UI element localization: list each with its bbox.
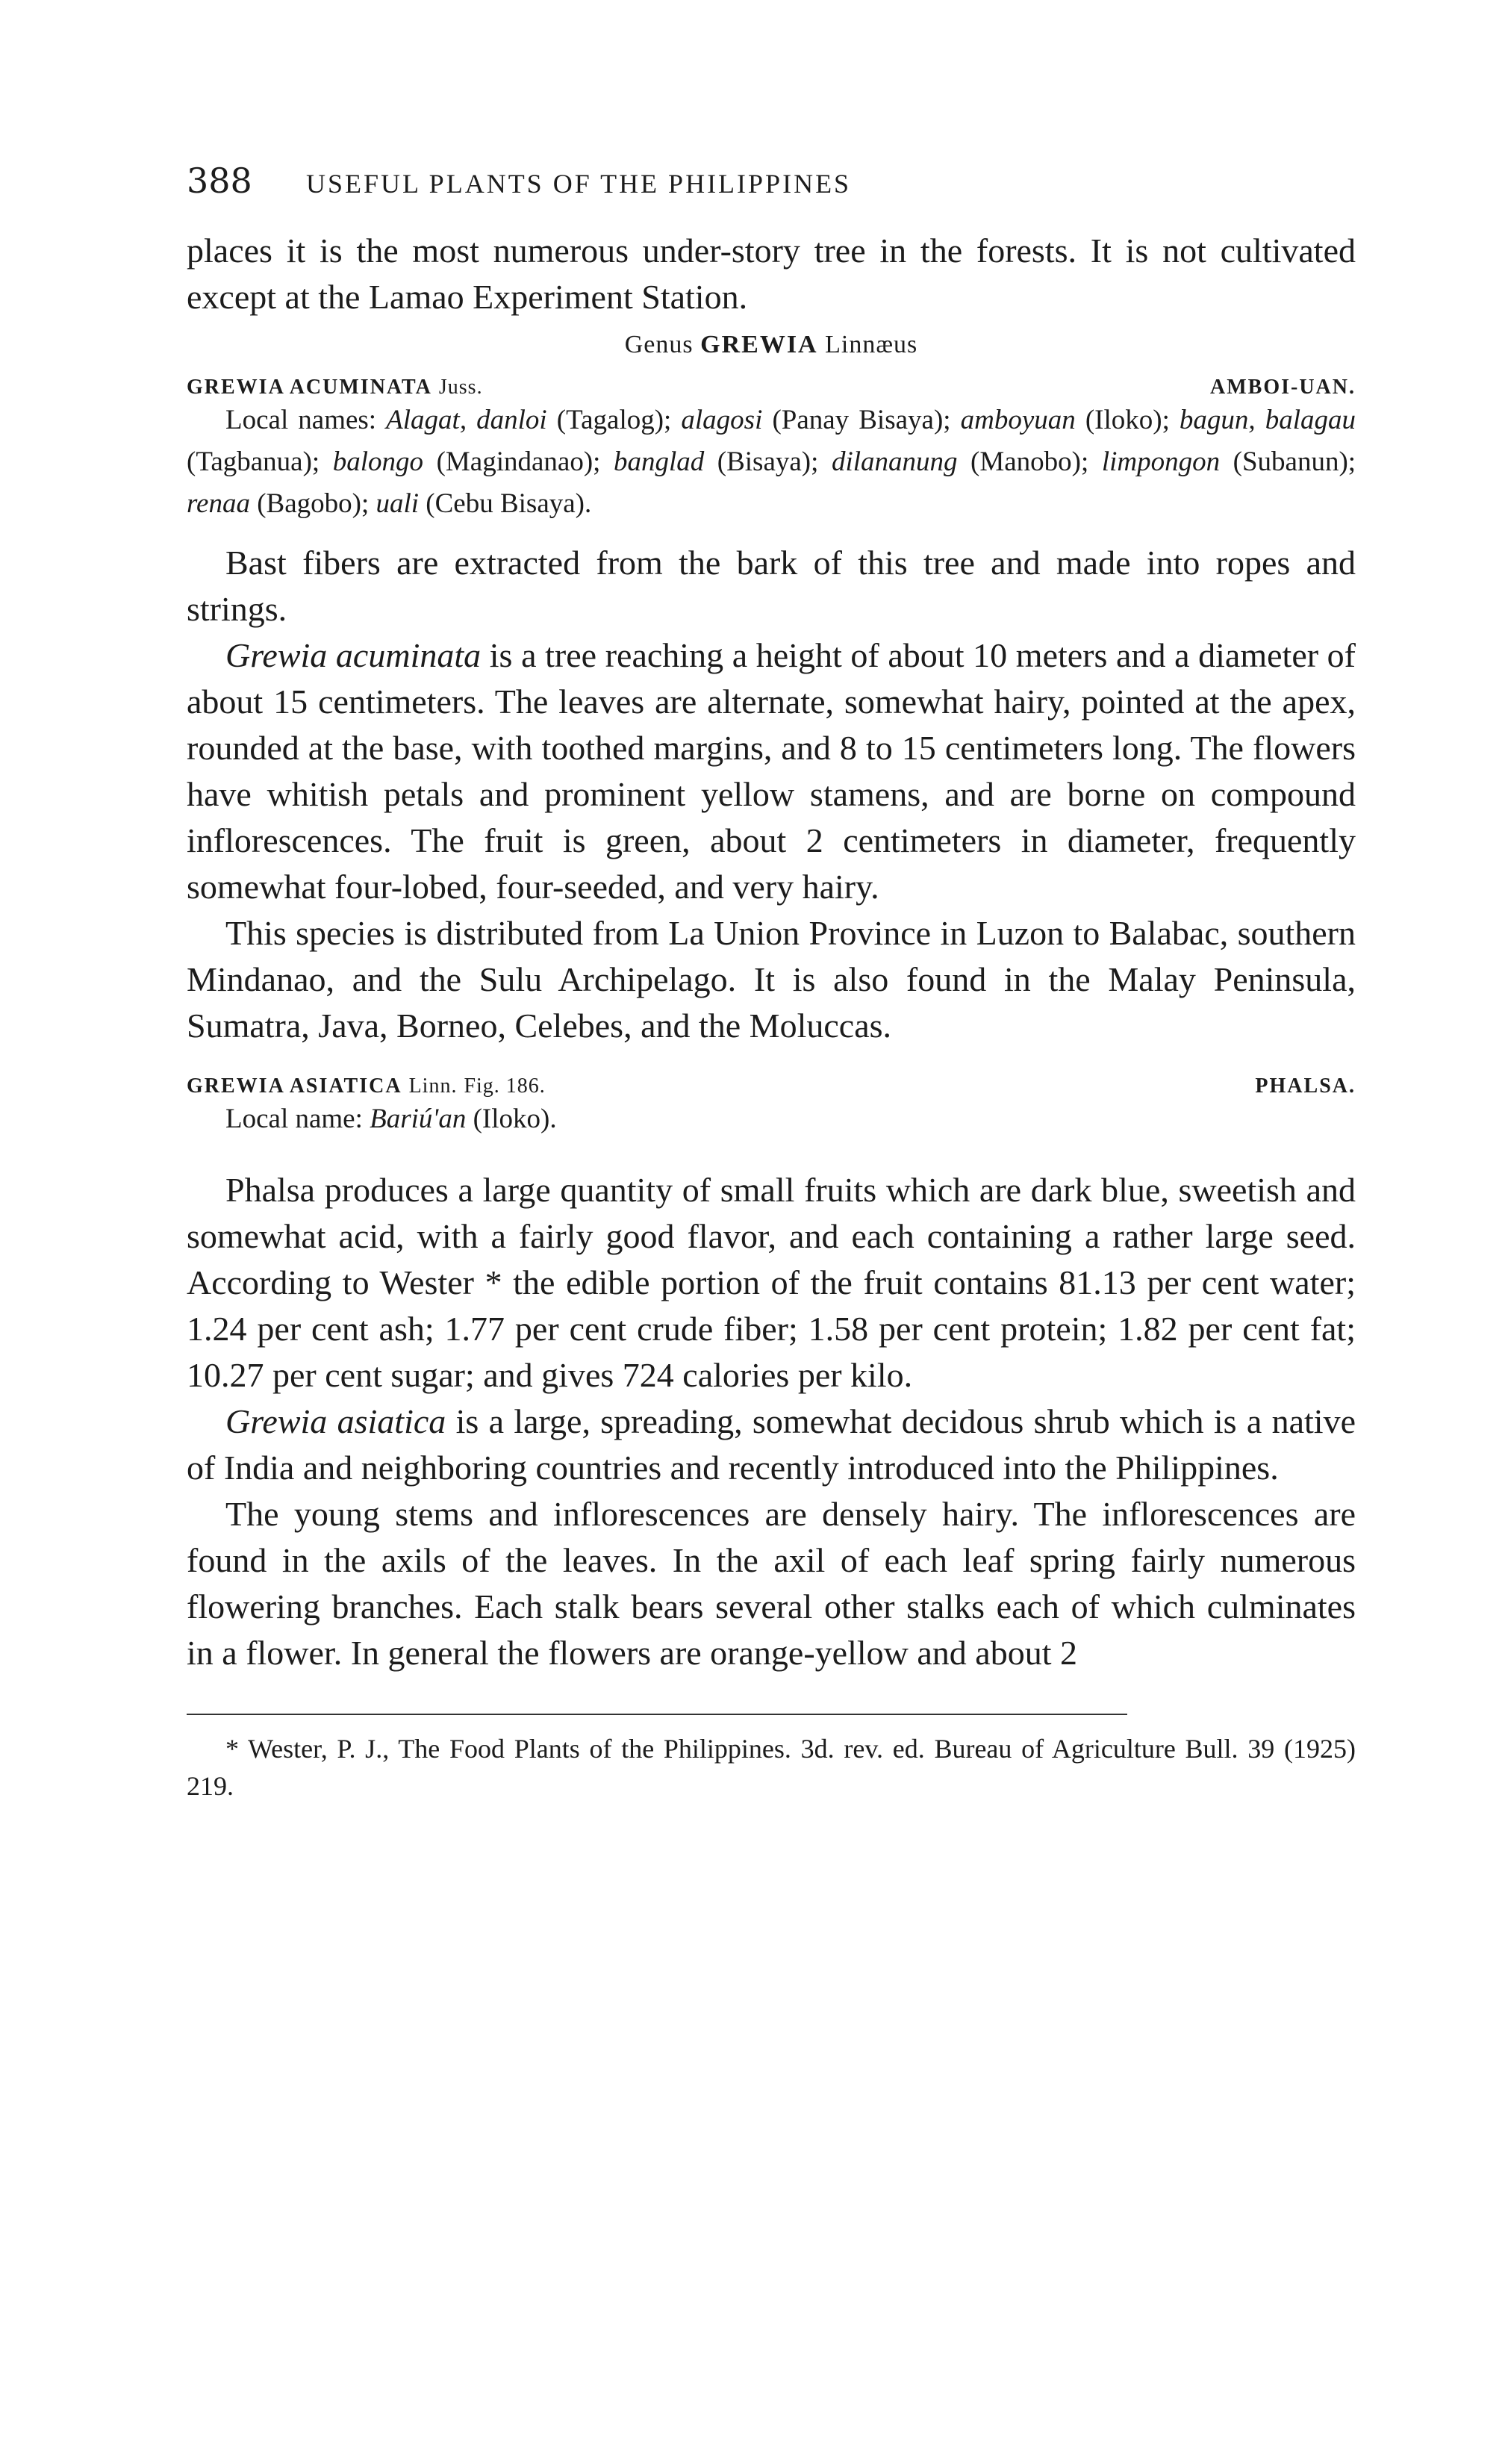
local-language: (Subanun); — [1233, 447, 1356, 477]
footnote — [187, 1730, 1356, 1805]
footnote-rule — [187, 1714, 1127, 1715]
genus-heading — [187, 331, 1356, 359]
local-names-label: Local names: — [225, 405, 377, 435]
local-names — [187, 399, 1356, 525]
intro-paragraph: places it is the most numerous under-story tree in the forests. It is not cultivated except at the Lamao Experiment Station. — [187, 231, 1356, 316]
paragraph-text: is a large, spreading, somewhat decidous shrub which is a native of India and neighboring countries and recently introduced into the Philippines. — [187, 1402, 1356, 1487]
common-name: AMBOI-UAN. — [1210, 376, 1356, 399]
local-language: (Iloko); — [1085, 405, 1170, 435]
local-name: bagun, balagau — [1179, 405, 1356, 435]
running-head — [187, 161, 1356, 228]
footnote-text: * Wester, P. J., The Food Plants of the Philippines. 3d. rev. ed. Bureau of Agriculture Bull. 39 (1925) 219. — [187, 1734, 1356, 1801]
local-language: (Cebu Bisaya). — [426, 488, 592, 519]
paragraph — [187, 632, 1356, 910]
figure-reference: Fig. 186. — [464, 1074, 546, 1098]
species-author: Juss. — [438, 376, 483, 399]
paragraph: The young stems and inflorescences are densely hairy. The inflorescences are found in the axils of the leaves. In the axil of each leaf spring fairly numerous flowering branches. Each stalk bears several other stalks each of which culminates in a flower. In general the flowers are orange-yellow and about 2 — [187, 1495, 1356, 1672]
local-language: (Bisaya); — [717, 447, 819, 477]
local-language: (Tagalog); — [556, 405, 672, 435]
local-name: dilananung — [831, 447, 958, 477]
local-name: balongo — [332, 447, 424, 477]
local-names — [187, 1098, 1356, 1140]
local-name: limpongon — [1101, 447, 1221, 477]
local-language: (Iloko). — [473, 1104, 557, 1134]
local-name: amboyuan — [960, 405, 1076, 435]
local-name: banglad — [613, 447, 705, 477]
species-name: GREWIA ASIATICA — [187, 1074, 402, 1098]
local-name: Bariú'an — [370, 1104, 467, 1134]
species-author: Linn. — [408, 1074, 458, 1098]
local-name: uali — [376, 488, 420, 519]
species-heading-acuminata — [187, 376, 1356, 399]
genus-author: Linnæus — [825, 331, 918, 358]
species-italic: Grewia asiatica — [225, 1402, 446, 1440]
common-name: PHALSA. — [1255, 1074, 1356, 1098]
local-language: (Magindanao); — [436, 447, 601, 477]
local-name: renaa — [187, 488, 250, 519]
page-number: 388 — [187, 161, 252, 201]
species-name: GREWIA ACUMINATA — [187, 376, 432, 399]
paragraph: This species is distributed from La Union Province in Luzon to Balabac, southern Mindanao, and the Sulu Archipelago. It is also found in the Malay Peninsula, Sumatra, Java, Borneo, Celebes, and the Moluccas. — [187, 914, 1356, 1045]
genus-name: GREWIA — [700, 331, 818, 358]
species-italic: Grewia acuminata — [225, 636, 482, 674]
local-language: (Manobo); — [970, 447, 1089, 477]
genus-prefix: Genus — [624, 331, 694, 358]
local-language: (Panay Bisaya); — [772, 405, 951, 435]
species-heading-asiatica — [187, 1074, 1356, 1098]
local-name: alagosi — [681, 405, 763, 435]
local-name: Alagat, danloi — [386, 405, 547, 435]
running-title: USEFUL PLANTS OF THE PHILIPPINES — [306, 169, 852, 199]
paragraph: Bast fibers are extracted from the bark of this tree and made into ropes and strings. — [187, 544, 1356, 628]
local-language: (Bagobo); — [257, 488, 370, 519]
paragraph — [187, 1399, 1356, 1491]
paragraph-text: is a tree reaching a height of about 10 meters and a diameter of about 15 centimeters. The leaves are alternate, somewhat hairy, pointed at the apex, rounded at the base, with toothed margins, and 8 to 15 centimeters long. The flowers have whitish petals and prominent yellow stamens, and are borne on compound inflorescences. The fruit is green, about 2 centimeters in diameter, frequently somewhat four-lobed, four-seeded, and very hairy. — [187, 636, 1356, 906]
local-language: (Tagbanua); — [187, 447, 320, 477]
paragraph: Phalsa produces a large quantity of small fruits which are dark blue, sweetish and somewhat acid, with a fairly good flavor, and each containing a rather large seed. According to Wester * the edible portion of the fruit contains 81.13 per cent water; 1.24 per cent ash; 1.77 per cent crude fiber; 1.58 per cent protein; 1.82 per cent fat; 10.27 per cent sugar; and gives 724 calories per kilo. — [187, 1171, 1356, 1394]
local-names-label: Local name: — [225, 1104, 363, 1134]
